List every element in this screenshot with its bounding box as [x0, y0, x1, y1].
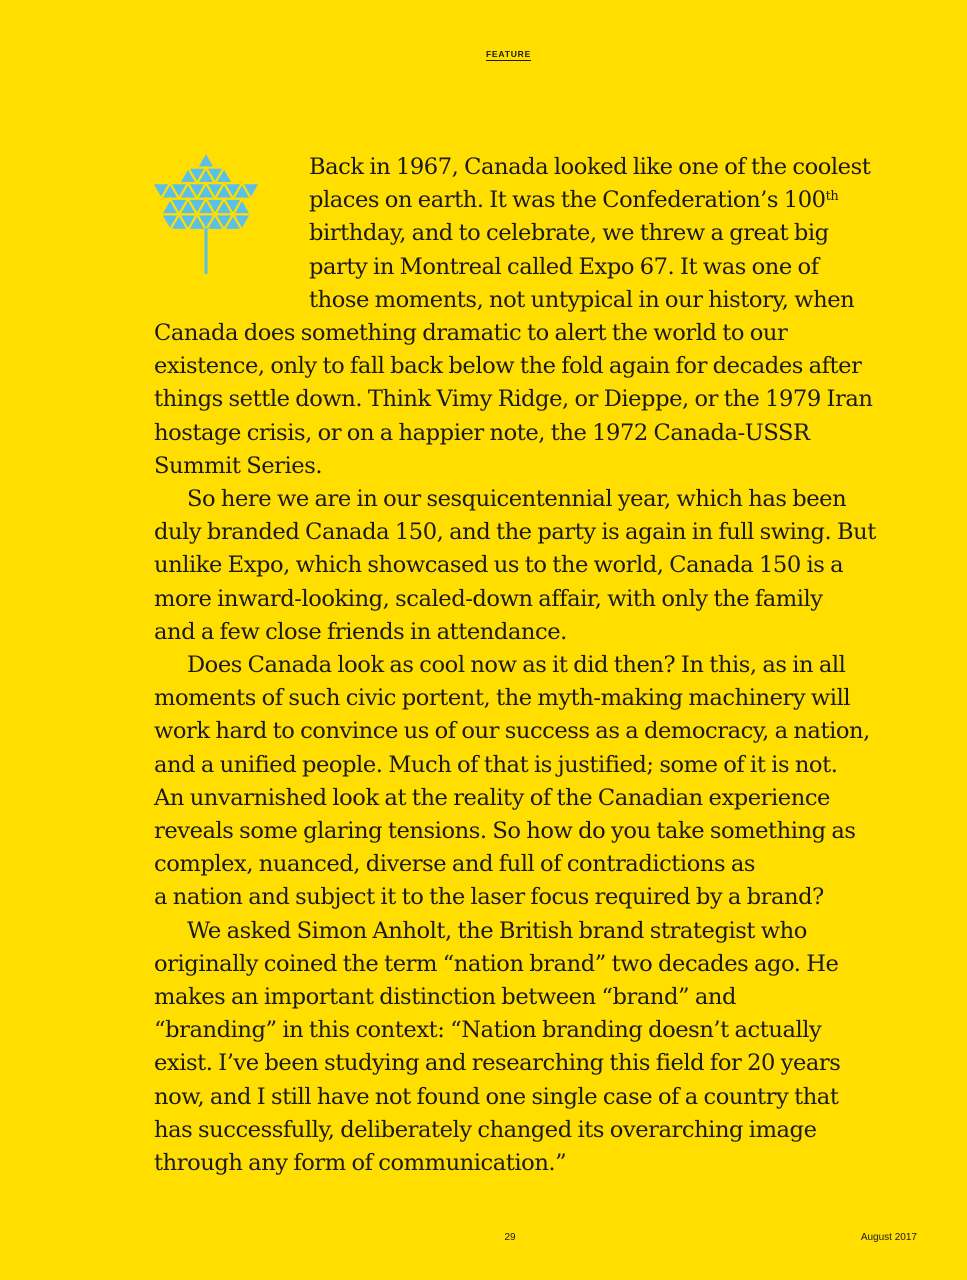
- article-line: An unvarnished look at the reality of the Canadian experience: [154, 784, 830, 811]
- article-line: Does Canada look as cool now as it did then? In this, as in all: [187, 652, 846, 679]
- article-line: more inward-looking, scaled-down affair, with only the family: [154, 585, 823, 612]
- section-label-text: FEATURE: [485, 49, 532, 59]
- article-line: existence, only to fall back below the fold again for decades after: [154, 353, 862, 380]
- article-line: work hard to convince us of our success as a democracy, a nation,: [154, 718, 870, 745]
- article-line: Canada does something dramatic to alert the world to our: [154, 320, 788, 347]
- article-line: now, and I still have not found one single case of a country that: [154, 1083, 839, 1110]
- article-line: things settle down. Think Vimy Ridge, or Dieppe, or the 1979 Iran: [154, 386, 873, 413]
- page-number: 29: [504, 1232, 516, 1243]
- article-line: [309, 184, 854, 217]
- article-line: moments of such civic portent, the myth-making machinery will: [154, 685, 851, 712]
- article-line: originally coined the term “nation brand” two decades ago. He: [154, 950, 839, 977]
- article-line: duly branded Canada 150, and the party is again in full swing. But: [154, 519, 876, 546]
- article-line: “branding” in this context: “Nation branding doesn’t actually: [154, 1017, 822, 1044]
- ordinal-superscript: th: [825, 189, 839, 205]
- article-line: So here we are in our sesquicentennial year, which has been: [187, 486, 847, 513]
- article-line-text: places on earth. It was the Confederation’s 100: [309, 187, 826, 214]
- article-line: hostage crisis, or on a happier note, the 1972 Canada-USSR: [154, 419, 810, 446]
- article-line: through any form of communication.”: [154, 1150, 567, 1177]
- article-line: and a few close friends in attendance.: [154, 618, 567, 645]
- article-line: birthday, and to celebrate, we threw a great big: [309, 220, 829, 247]
- article-line: We asked Simon Anholt, the British brand strategist who: [187, 917, 807, 944]
- article-line: reveals some glaring tensions. So how do you take something as: [154, 818, 856, 845]
- article-body: [154, 151, 876, 1180]
- article-line: complex, nuanced, diverse and full of contradictions as: [154, 851, 756, 878]
- article-line: makes an important distinction between “brand” and: [154, 984, 736, 1011]
- section-label: [0, 49, 967, 59]
- article-line: those moments, not untypical in our history, when: [309, 286, 855, 313]
- article-line: and a unified people. Much of that is justified; some of it is not.: [154, 751, 838, 778]
- article-line: a nation and subject it to the laser focus required by a brand?: [154, 884, 824, 911]
- article-line: Back in 1967, Canada looked like one of the coolest: [309, 154, 871, 180]
- article-line: has successfully, deliberately changed its overarching image: [154, 1116, 817, 1143]
- article-line: unlike Expo, which showcased us to the world, Canada 150 is a: [154, 552, 844, 579]
- article-line: Summit Series.: [154, 452, 323, 479]
- article-line: party in Montreal called Expo 67. It was one of: [309, 253, 819, 280]
- issue-date: August 2017: [860, 1232, 917, 1243]
- article-line: exist. I’ve been studying and researching this field for 20 years: [154, 1050, 841, 1077]
